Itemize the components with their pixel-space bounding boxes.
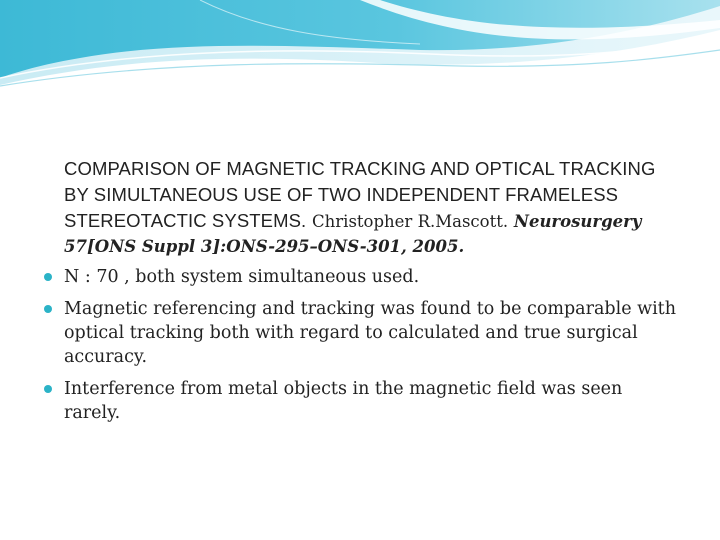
bullet-item [44, 265, 684, 289]
bullet-text: Magnetic referencing and tracking was found to be comparable with optical tracking both with regard to calculated and true surgical accuracy. [64, 299, 676, 367]
citation-title: COMPARISON OF MAGNETIC TRACKING AND OPTICAL TRACKING BY SIMULTANEOUS USE OF TWO INDEPENDENT FRAMELESS STEREOTACTIC SYSTEMS. [64, 158, 656, 231]
header-wave-decoration [0, 0, 720, 110]
bullet-text: N : 70 , both system simultaneous used. [64, 267, 420, 287]
slide-content [44, 156, 684, 433]
bullet-list [44, 265, 684, 425]
bullet-item [44, 377, 684, 425]
bullet-dot-icon [44, 273, 52, 281]
bullet-item [44, 297, 684, 369]
citation-author: Christopher R.Mascott. [312, 212, 509, 231]
bullet-text: Interference from metal objects in the magnetic field was seen rarely. [64, 379, 623, 423]
bullet-dot-icon [44, 305, 52, 313]
citation-journal: Neurosurgery 57[ONS Suppl 3]:ONS-295–ONS-301, 2005. [64, 212, 642, 256]
citation-heading [64, 156, 684, 259]
bullet-dot-icon [44, 385, 52, 393]
